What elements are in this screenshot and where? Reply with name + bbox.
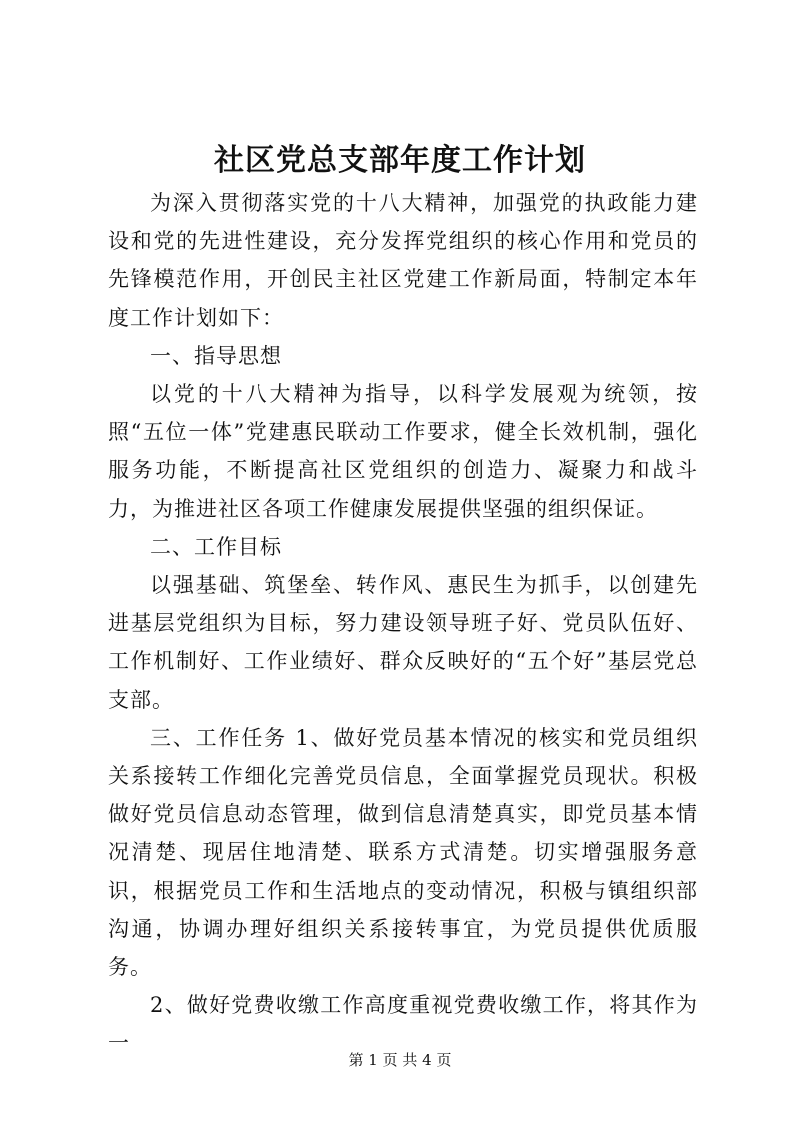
- section-paragraph-work-goals: 以强基础、筑堡垒、转作风、惠民生为抓手，以创建先进基层党组织为目标，努力建设领导班子好、党员队伍好、工作机制好、工作业绩好、群众反映好的“五个好”基层党总支部。: [108, 573, 698, 712]
- section-heading-work-goals: 二、工作目标: [150, 534, 282, 559]
- document-body: [108, 184, 698, 1063]
- section-paragraph-work-tasks: 三、工作任务 1、做好党员基本情况的核实和党员组织关系接转工作细化完善党员信息，全面掌握党员现状。积极做好党员信息动态管理，做到信息清楚真实，即党员基本情况清楚、现居住地清楚、联系方式清楚。切实增强服务意识，根据党员工作和生活地点的变动情况，积极与镇组织部沟通，协调办理好组织关系接转事宜，为党员提供优质服务。: [108, 725, 698, 980]
- section-paragraph-guiding-ideology: 以党的十八大精神为指导，以科学发展观为统领，按照“五位一体”党建惠民联动工作要求，健全长效机制，强化服务功能，不断提高社区党组织的创造力、凝聚力和战斗力，为推进社区各项工作健康发展提供坚强的组织保证。: [108, 382, 698, 521]
- page-footer: 第 1 页 共 4 页: [348, 1051, 452, 1069]
- intro-paragraph: 为深入贯彻落实党的十八大精神，加强党的执政能力建设和党的先进性建设，充分发挥党组织的核心作用和党员的先锋模范作用，开创民主社区党建工作新局面，特制定本年度工作计划如下：: [108, 191, 698, 330]
- document-title: 社区党总支部年度工作计划: [214, 143, 586, 178]
- task-2-paragraph: 2、做好党费收缴工作高度重视党费收缴工作，将其作为一: [108, 993, 698, 1056]
- section-heading-guiding-ideology: 一、指导思想: [150, 343, 282, 368]
